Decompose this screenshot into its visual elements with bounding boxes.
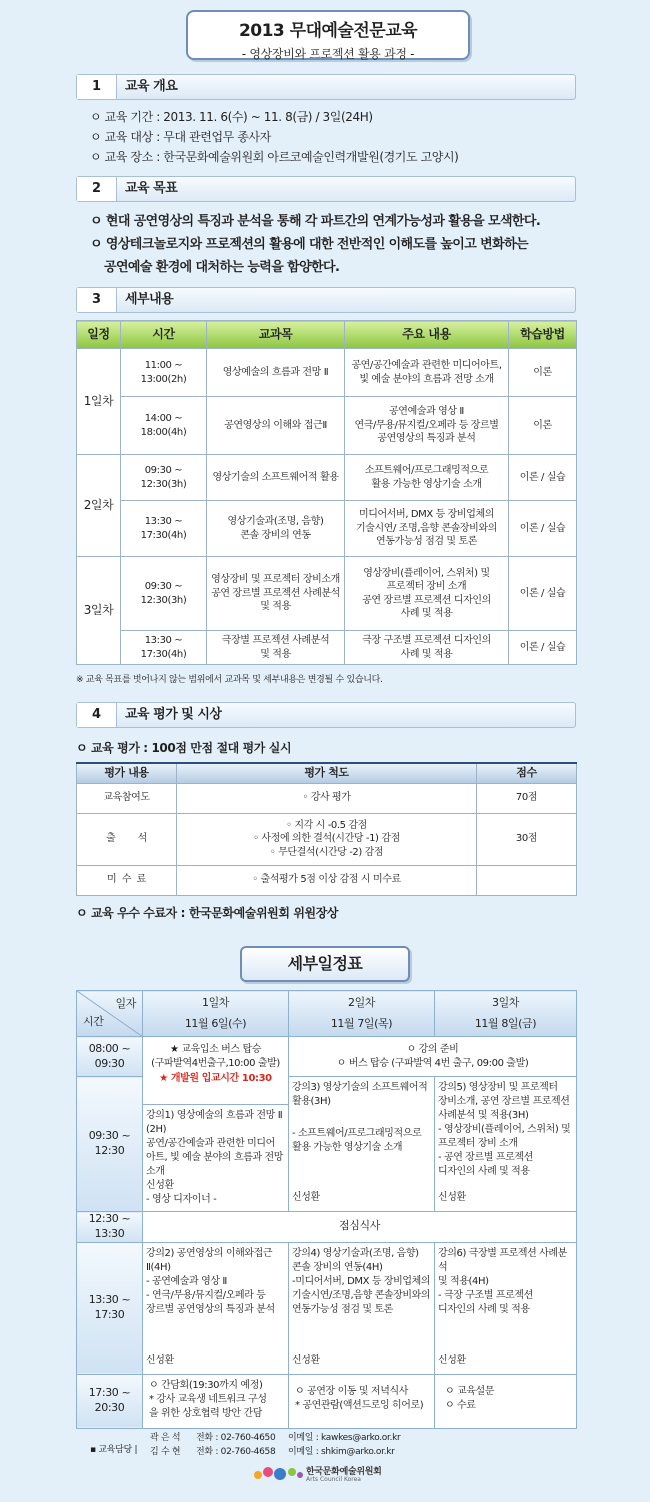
schedule-table	[76, 990, 577, 1429]
corner-day-label: 일자	[115, 997, 136, 1010]
d1-evening-cell: ㅇ 간담회(19:30까지 예정) * 강사 교육생 네트워크 구성 을 위한 상호협력 방안 간담	[143, 1374, 289, 1428]
contact-email: 이메일 : shkim@arko.or.kr	[288, 1447, 395, 1457]
d3-evening-cell: ㅇ 교육설문 ㅇ 수료	[435, 1374, 577, 1428]
eval-criteria: ◦ 강사 평가	[177, 783, 477, 813]
d2-am-lecturer: 신성환	[292, 1192, 320, 1203]
day-cell: 2일차	[77, 455, 121, 557]
page-subtitle: - 영상장비와 프로젝션 활용 과정 -	[241, 47, 415, 61]
content-cell: 공연예술과 영상 Ⅱ 연극/무용/뮤지컬/오페라 등 장르별 공연영상의 특징과 분석	[345, 397, 509, 455]
schedule-day-header	[289, 991, 435, 1037]
goal-1: ㅇ 현대 공연영상의 특징과 분석을 통해 각 파트간의 연계가능성과 활용을 모색한다.	[90, 214, 541, 229]
evaluation-table	[76, 762, 577, 896]
curriculum-table	[76, 320, 577, 665]
d2-am-cell	[289, 1077, 435, 1212]
d23-morning-cell: ㅇ 강의 준비 ㅇ 버스 탑승 (구파발역 4번 출구, 09:00 출발)	[289, 1037, 577, 1077]
day-label: 2일차	[347, 995, 376, 1009]
eval-header-criteria: 평가 척도	[177, 763, 477, 783]
eval-item: 교육참여도	[77, 783, 177, 813]
d3-am-cell	[435, 1077, 577, 1212]
d1-am-cell: 강의1) 영상예술의 흐름과 전망 Ⅱ (2H) 공연/공간예술과 관련한 미디어 아트, 빛 예술 분야의 흐름과 전망 소개 신성환 - 영상 디자이너 -	[143, 1105, 289, 1212]
title-box	[186, 10, 470, 60]
time-slot: 08:00 ~ 09:30	[77, 1037, 143, 1077]
method-cell: 이론	[509, 397, 577, 455]
eval-item: 미 수 료	[77, 865, 177, 895]
method-cell: 이론 / 실습	[509, 631, 577, 665]
d1-pm-lecturer: 신성환	[146, 1354, 174, 1366]
footer-org: 한국문화예술위원회	[306, 1467, 382, 1477]
method-cell: 이론 / 실습	[509, 501, 577, 557]
arko-logo-icon	[252, 1464, 304, 1482]
section-header-goals	[76, 176, 576, 202]
method-cell: 이론 / 실습	[509, 455, 577, 501]
subject-cell: 공연영상의 이해와 접근Ⅱ	[207, 397, 345, 455]
schedule-title: 세부일정표	[240, 946, 410, 982]
content-cell: 극장 구조별 프로젝션 디자인의 사례 및 적용	[345, 631, 509, 665]
time-cell: 13:30 ~ 17:30(4h)	[121, 631, 207, 665]
time-cell: 13:30 ~ 17:30(4h)	[121, 501, 207, 557]
time-slot: 09:30 ~ 12:30	[77, 1077, 143, 1212]
day-label: 1일차	[201, 995, 230, 1009]
method-cell: 이론	[509, 349, 577, 397]
col-header-day: 일정	[77, 321, 121, 349]
section-title: 교육 목표	[125, 181, 178, 196]
d1-bus-info: ★ 교육입소 버스 탑승 (구파발역4번출구,10:00 출발)	[151, 1044, 280, 1069]
subject-cell: 영상기술과(조명, 음향) 콘솔 장비의 연동	[207, 501, 345, 557]
eval-criteria: ◦ 출석평가 5점 이상 감점 시 미수료	[177, 865, 477, 895]
section-title: 세부내용	[125, 292, 174, 307]
section-header-evaluation	[76, 702, 576, 728]
schedule-day-header	[435, 991, 577, 1037]
time-cell: 09:30 ~ 12:30(3h)	[121, 557, 207, 631]
section-number: 3	[77, 288, 117, 312]
subject-cell: 극장별 프로젝션 사례분석 및 적용	[207, 631, 345, 665]
evaluation-award: ㅇ 교육 우수 수료자 : 한국문화예술위원회 위원장상	[76, 906, 339, 920]
corner-time-label: 시간	[83, 1015, 104, 1029]
d3-am-text: 강의5) 영상장비 및 프로젝터 장비소개, 공연 장르별 프로젝션 사례분석 및 적용(3H) - 영상장비(플레이어, 스위처) 및 프로젝터 장비 소개 - 공연 장르별 프로젝션 디자인의 사례 및 적용	[438, 1082, 571, 1177]
d2-am-detail: - 소프트웨어/프로그래밍적으로 활용 가능한 영상기술 소개	[292, 1128, 422, 1153]
time-cell: 09:30 ~ 12:30(3h)	[121, 455, 207, 501]
subject-cell: 영상기술의 소프트웨어적 활용	[207, 455, 345, 501]
d1-pm-text: 강의2) 공연영상의 이해와접근Ⅱ(4H) - 공연예술과 영상 Ⅱ - 연극/무용/뮤지컬/오페라 등 장르별 공연영상의 특징과 분석	[146, 1247, 275, 1315]
d2-pm-lecturer: 신성환	[292, 1354, 320, 1366]
time-cell: 11:00 ~ 13:00(2h)	[121, 349, 207, 397]
time-slot: 12:30 ~ 13:30	[77, 1212, 143, 1243]
eval-score: 70점	[477, 783, 577, 813]
curriculum-note: ※ 교육 목표를 벗어나지 않는 범위에서 교과목 및 세부내용은 변경될 수 있습니다.	[76, 675, 383, 685]
day-cell: 3일차	[77, 557, 121, 665]
col-header-content: 주요 내용	[345, 321, 509, 349]
overview-target: ㅇ 교육 대상 : 무대 관련업무 종사자	[90, 130, 271, 144]
content-cell: 공연/공간예술과 관련한 미디어아트, 빛 예술 분야의 흐름과 전망 소개	[345, 349, 509, 397]
eval-criteria: ◦ 지각 시 -0.5 감점 ◦ 사정에 의한 결석(시간당 -1) 감점 ◦ 무단결석(시간당 -2) 감점	[177, 813, 477, 865]
eval-header-item: 평가 내용	[77, 763, 177, 783]
method-cell: 이론 / 실습	[509, 557, 577, 631]
eval-score: 30점	[477, 813, 577, 865]
eval-score	[477, 865, 577, 895]
contact-phone: 전화 : 02-760-4650	[196, 1433, 276, 1443]
d2-pm-text: 강의4) 영상기술과(조명, 음향) 콘솔 장비의 연동(4H) -미디어서버, DMX 등 장비업체의 기술시연/조명,음향 콘솔장비와의 연동가능성 점검 및 토론	[292, 1247, 431, 1315]
time-cell: 14:00 ~ 18:00(4h)	[121, 397, 207, 455]
schedule-corner	[77, 991, 143, 1037]
d2-am-title: 강의3) 영상기술의 소프트웨어적 활용(3H)	[292, 1082, 428, 1107]
contact-email: 이메일 : kawkes@arko.or.kr	[288, 1433, 401, 1443]
overview-period: ㅇ 교육 기간 : 2013. 11. 6(수) ~ 11. 8(금) / 3일(24H)	[90, 110, 373, 124]
day-date: 11월 7일(목)	[330, 1016, 393, 1030]
col-header-time: 시간	[121, 321, 207, 349]
section-header-overview	[76, 74, 576, 100]
overview-place: ㅇ 교육 장소 : 한국문화예술위원회 아르코예술인력개발원(경기도 고양시)	[90, 150, 459, 164]
content-cell: 소프트웨어/프로그래밍적으로 활용 가능한 영상기술 소개	[345, 455, 509, 501]
contact-phone: 전화 : 02-760-4658	[196, 1447, 276, 1457]
footer-org-en: Arts Council Korea	[306, 1476, 361, 1483]
contact-name: 김 수 현	[150, 1447, 181, 1457]
eval-header-score: 점수	[477, 763, 577, 783]
contact-label: ▪ 교육담당 |	[90, 1445, 138, 1455]
eval-item: 출 석	[77, 813, 177, 865]
section-number: 4	[77, 703, 117, 727]
lunch-cell: 점심식사	[143, 1212, 577, 1243]
subject-cell: 영상예술의 흐름과 전망 Ⅱ	[207, 349, 345, 397]
time-slot: 13:30 ~ 17:30	[77, 1242, 143, 1374]
day-date: 11월 8일(금)	[474, 1016, 537, 1030]
day-date: 11월 6일(수)	[184, 1016, 247, 1030]
d3-pm-text: 강의6) 극장별 프로젝션 사례분석 및 적용(4H) - 극장 구조별 프로젝션 디자인의 사례 및 적용	[438, 1247, 567, 1315]
d1-pm-cell	[143, 1242, 289, 1374]
col-header-method: 학습방법	[509, 321, 577, 349]
d1-entry-time: ★ 개발원 입교시간 10:30	[159, 1073, 272, 1084]
section-number: 1	[77, 75, 117, 99]
d1-morning-cell	[143, 1037, 289, 1105]
section-title: 교육 평가 및 시상	[125, 707, 222, 722]
subject-cell: 영상장비 및 프로젝터 장비소개 공연 장르별 프로젝션 사례분석 및 적용	[207, 557, 345, 631]
goal-2-cont: 공연예술 환경에 대처하는 능력을 함양한다.	[104, 260, 340, 275]
section-number: 2	[77, 177, 117, 201]
time-slot: 17:30 ~ 20:30	[77, 1374, 143, 1428]
content-cell: 미디어서버, DMX 등 장비업체의 기술시연/ 조명,음향 콘솔장비와의 연동가능성 점검 및 토론	[345, 501, 509, 557]
schedule-day-header	[143, 991, 289, 1037]
d3-am-lecturer: 신성환	[438, 1192, 466, 1203]
day-cell: 1일차	[77, 349, 121, 455]
page-title: 2013 무대예술전문교육	[238, 21, 418, 41]
section-title: 교육 개요	[125, 79, 178, 94]
content-cell: 영상장비(플레이어, 스위처) 및 프로젝터 장비 소개 공연 장르별 프로젝션 디자인의 사례 및 적용	[345, 557, 509, 631]
evaluation-intro: ㅇ 교육 평가 : 100점 만점 절대 평가 실시	[76, 741, 292, 755]
d3-pm-lecturer: 신성환	[438, 1354, 466, 1366]
section-header-details	[76, 287, 576, 313]
d3-pm-cell	[435, 1242, 577, 1374]
col-header-subject: 교과목	[207, 321, 345, 349]
d2-pm-cell	[289, 1242, 435, 1374]
d2-evening-cell: ㅇ 공연장 이동 및 저녁식사 * 공연관람(액션드로잉 히어로)	[289, 1374, 435, 1428]
contact-name: 곽 은 석	[150, 1433, 181, 1443]
day-label: 3일차	[491, 995, 520, 1009]
goal-2: ㅇ 영상테크놀로지와 프로젝션의 활용에 대한 전반적인 이해도를 높이고 변화하는	[90, 237, 528, 252]
